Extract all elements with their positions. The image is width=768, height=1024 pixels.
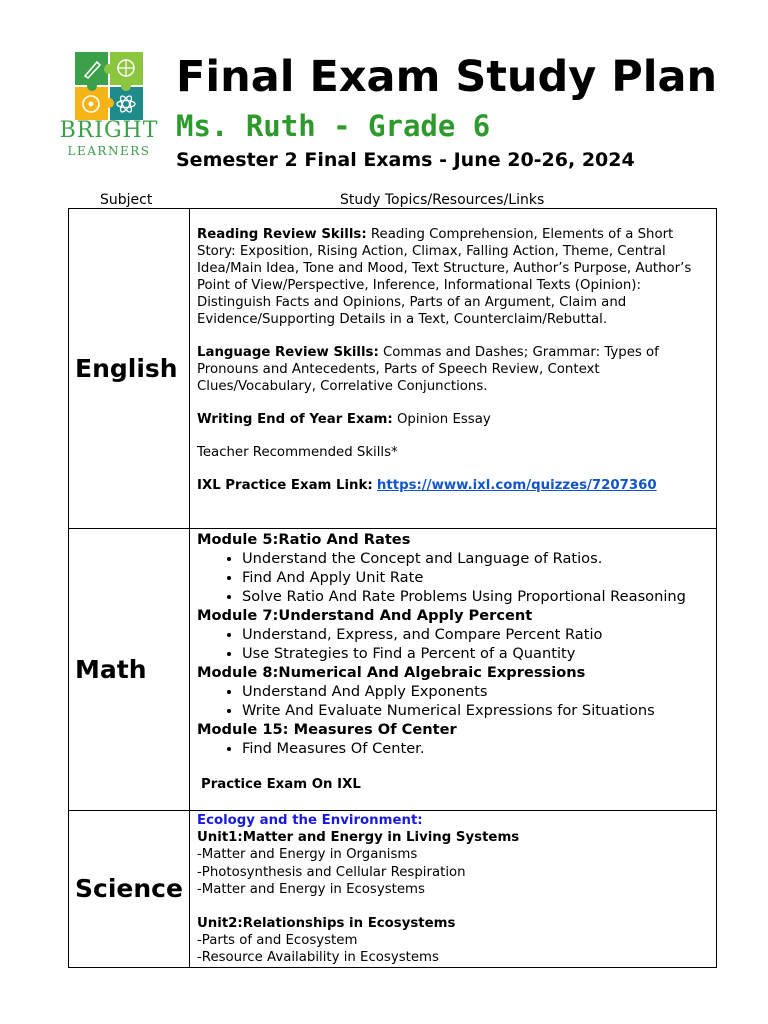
page-title: Final Exam Study Plan	[176, 52, 718, 102]
list-item: • Find And Apply Unit Rate	[242, 568, 710, 587]
module-topic-list	[197, 739, 710, 758]
module-title: Module 7:Understand And Apply Percent	[197, 607, 533, 624]
module-topic-list	[197, 625, 710, 663]
topics-cell-english	[190, 209, 717, 529]
column-header-subject: Subject	[100, 192, 153, 208]
table-row-english	[69, 209, 717, 529]
subject-cell	[69, 811, 190, 968]
module-topic-list	[197, 549, 710, 606]
practice-exam-ixl: Practice Exam On IXL	[201, 777, 361, 792]
subject-cell	[69, 209, 190, 529]
list-item: • Solve Ratio And Rate Problems Using Proportional Reasoning	[242, 587, 710, 606]
ixl-exam-link[interactable]: https://www.ixl.com/quizzes/7207360	[376, 478, 657, 493]
column-header-topics: Study Topics/Resources/Links	[340, 192, 545, 208]
language-skills: Language Review Skills: Commas and Dashes; Grammar: Types of Pronouns and Antecedents, Parts of Speech Review, Context Clues/Vocabulary, Correlative Conjunctions.	[197, 345, 659, 394]
spacer	[197, 898, 710, 915]
topics-cell-math	[190, 529, 717, 811]
list-item: -Matter and Energy in Ecosystems	[197, 881, 425, 897]
subject-cell	[69, 529, 190, 811]
list-item: -Resource Availability in Ecosystems	[197, 950, 439, 966]
list-item: • Use Strategies to Find a Percent of a Quantity	[242, 644, 710, 663]
logo-word-bright: BRIGHT	[59, 118, 159, 143]
list-item: -Parts of and Ecosystem	[197, 933, 358, 949]
module-title: Module 8:Numerical And Algebraic Expressions	[197, 664, 586, 681]
list-item: • Find Measures Of Center.	[242, 739, 710, 758]
list-item: -Photosynthesis and Cellular Respiration	[197, 864, 466, 880]
table-row-science	[69, 811, 717, 968]
module-title: Module 5:Ratio And Rates	[197, 531, 411, 548]
unit-title: Unit1:Matter and Energy in Living Systems	[197, 830, 520, 846]
reading-skills: Reading Review Skills: Reading Comprehension, Elements of a Short Story: Exposition, Rising Action, Climax, Falling Action, Theme, Central Idea/Main Idea, Tone and Mood, Text Structure, Author’s Purpose, Author’s Point of View/Perspective, Inference, Informational Texts (Opinion): Distinguish Facts and Opinions, Parts of an Argument, Claim and Evidence/Supporting Details in a Text, Counterclaim/Rebuttal.	[197, 227, 692, 327]
subject-math: Math	[75, 655, 147, 684]
list-item: • Write And Evaluate Numerical Expressions for Situations	[242, 701, 710, 720]
list-item: • Understand, Express, and Compare Percent Ratio	[242, 625, 710, 644]
science-heading: Ecology and the Environment:	[197, 813, 423, 828]
bright-learners-logo	[58, 52, 166, 162]
table-row-math	[69, 529, 717, 811]
list-item: • Understand And Apply Exponents	[242, 682, 710, 701]
subject-english: English	[75, 354, 178, 383]
semester-dates: Semester 2 Final Exams - June 20-26, 2024	[176, 149, 635, 171]
ixl-practice: IXL Practice Exam Link: https://www.ixl.com/quizzes/7207360	[197, 478, 657, 493]
study-plan-table	[68, 208, 717, 968]
list-item: • Understand the Concept and Language of Ratios.	[242, 549, 710, 568]
logo-word-learners: LEARNERS	[67, 144, 151, 158]
writing-exam: Writing End of Year Exam: Opinion Essay	[197, 412, 491, 427]
teacher-recommended: Teacher Recommended Skills*	[197, 445, 398, 460]
unit-title: Unit2:Relationships in Ecosystems	[197, 916, 456, 932]
teacher-grade: Ms. Ruth - Grade 6	[176, 109, 491, 143]
subject-science: Science	[75, 874, 183, 904]
puzzle-logo-icon	[75, 52, 143, 120]
module-topic-list	[197, 682, 710, 720]
topics-cell-science	[190, 811, 717, 968]
list-item: -Matter and Energy in Organisms	[197, 847, 418, 863]
module-title: Module 15: Measures Of Center	[197, 721, 457, 738]
